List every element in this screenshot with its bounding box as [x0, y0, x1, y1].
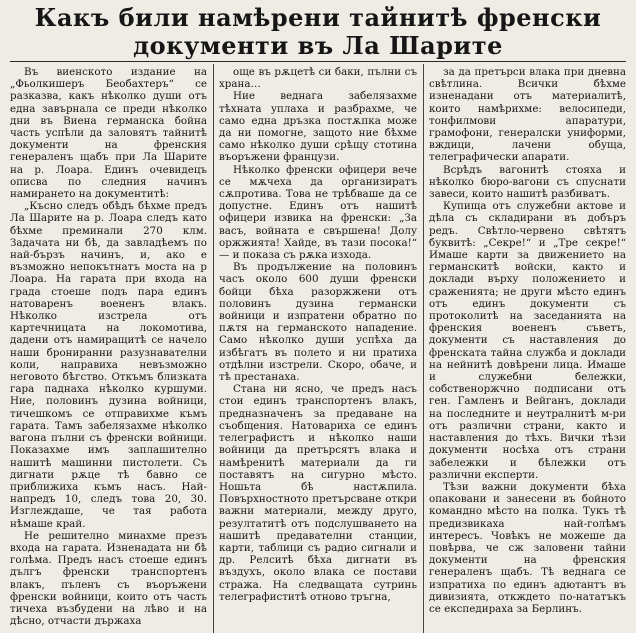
- paragraph: Ние веднага забелязахме тѣхната уплаха и разбрахме, че само една дръзка постѫпка може да ни помогне, защото ние бѣхме само нѣколко души срѣщу стотина въоръжени французи.: [219, 90, 417, 164]
- paragraph: „Късно следъ обѣдъ бѣхме предъ Ла Шарите на р. Лоара следъ като бѣхме преминали 270 клм. Задачата ни бѣ, да завладѣемъ по най-бързъ начинъ, и, ако е възможно непокътнатъ моста на р Лоара. На гарата при входа на града стоеше подъ пара единъ натоваренъ воененъ влакъ. Нѣколко изстрела отъ картечницата на локомотива, дадени отъ намиращитѣ се начело наши брониранни разузнавателни коли, направиха невъзможно неговото бѣгство. Откъмъ близката гара паднаха нѣколко куршуми. Ние, половинъ дузина войници, тичешкомъ се отправихме къмъ гарата. Тамъ забелязахме нѣколко вагона пълни съ френски войници. Показахме имъ заплашително нашитѣ машинни пистолети. Съ дигнати рѫце тѣ бавно се приближиха къмъ насъ. Най-напредъ 10, следъ това 20, 30. Изглеждаше, че тая работа нѣмаше край.: [10, 200, 207, 530]
- paragraph: Купища отъ служебни актове и дѣла съ складирани въ добъръ редъ. Свѣтло-червено свѣтятъ буквитѣ: „Секре!“ и „Тре секре!“ Имаше карти за движението на германскитѣ войски, както и доклади върху положението и сраженията; не други мѣсто единъ отъ единъ документи съ протоколитѣ на заседанията на френския воененъ съветъ, документи съ наставления до френската тайна служба и доклади на нейнитѣ довѣрени лица. Имаше и служебни бележки, собственоржчно подписани отъ ген. Гамленъ и Вейганъ, доклади на последните и неутралнитѣ м-ри отъ различни страни, както и наставления до тѣхъ. Вички тѣзи документи носѣха отъ страни забележки и бѣлежки отъ различни експерти.: [429, 200, 626, 481]
- article-column-3: [429, 66, 626, 633]
- column-divider: [423, 64, 424, 633]
- paragraph: Тѣзи важни документи бѣха опаковани и занесени въ бойното командно мѣсто на полка. Тукъ тѣ предизвикаха най-голѣмъ интересъ. Човѣкъ не можеше да повѣрва, че сж заловени тайни документи на френския генераленъ щабъ. Тѣ веднага се изпратиха по единъ адютантъ въ дивизията, откждето по-нататъкъ се експедираха за Берлинъ.: [429, 480, 626, 615]
- paragraph: Нѣколко френски офицери вече се мѫчеха да организиратъ сѫпротива. Това не трѣбваше да се допустне. Единъ отъ нашитѣ офицери извика на френски: „За васъ, войната е свършена! Долу оржжията! Хайде, въ тази посока!“ — и показа съ рѫка изхода.: [219, 163, 417, 262]
- article-column-2: [219, 66, 417, 633]
- column-divider: [213, 64, 214, 633]
- paragraph: за да претърси влака при дневна свѣтлина. Всички бѣхме изненадани отъ материалитѣ, които намѣрихме: велосипеди, тонфилмови апаратури, грамофони, генералски униформи, вждици, лачени обуща, телеграфически апарати.: [429, 66, 626, 164]
- paragraph: Стана ни ясно, че предъ насъ стои единъ транспортенъ влакъ, предназначенъ за предаване на съобщения. Натовариха се единъ телеграфистъ и нѣколко наши войници да претърсятъ влака и намѣренитѣ материали да ги поставятъ на сигурно мѣсто. Ношьта бѣ настѫпила. Повърхностното претърсване откри важни материали, между друго, резултатитѣ отъ подслушването на нашитѣ предавателни станции, карти, таблици съ радио сигнали и др. Релситѣ бѣха дигнати въ въздухъ, около влака се постави стража. На следващата сутринь телеграфиститѣ отново тръгна,: [219, 383, 417, 603]
- paragraph: Въ виенското издание на „Фьолкишеръ Беобахтеръ“ се разказва, какъ нѣколко души отъ една завърнала се преди нѣколко дни въ Виена германска бойна часть успѣли да заловятъ тайнитѣ документи на френския генераленъ щабъ при Ла Шарите на р. Лоара. Единъ очевидецъ описва по следния начинъ намирането на документитѣ:: [10, 66, 207, 201]
- article-headline: [10, 4, 626, 60]
- article-column-1: [10, 66, 207, 633]
- headline-line-2: документи въ Ла Шарите: [133, 31, 503, 60]
- paragraph: Не решително минахме презъ входа на гарата. Изненадата ни бѣ голѣма. Предъ насъ стоеше единъ дългъ френски транспортенъ влакъ, пъленъ съ въоръжени френски войници, които отъ часть тичеха възбудени на лѣво и на дѣсно, отчасти държаха: [10, 529, 207, 628]
- headline-line-1: Какъ били намѣрени тайнитѣ френски: [34, 3, 602, 32]
- paragraph: Всрѣдъ вагонитѣ стояха и нѣколко бюро-вагони съ спуснати завеси, които нашитѣ разбиватъ.: [429, 163, 626, 201]
- paragraph: още въ рѫцетѣ си баки, пълни съ храна…: [219, 66, 417, 91]
- paragraph: Въ продължение на половинъ часъ около 600 души френски бойци бѣха разоржжени отъ половинъ дузина германски войници и изпратени обратно по пѫтя на германското нападение. Само нѣколко души успѣха да избѣгатъ въ полето и ни пратиха отдѣлни изстрели. Скоро, обаче, и тѣ престанаха.: [219, 261, 417, 384]
- headline-rule: [10, 61, 626, 62]
